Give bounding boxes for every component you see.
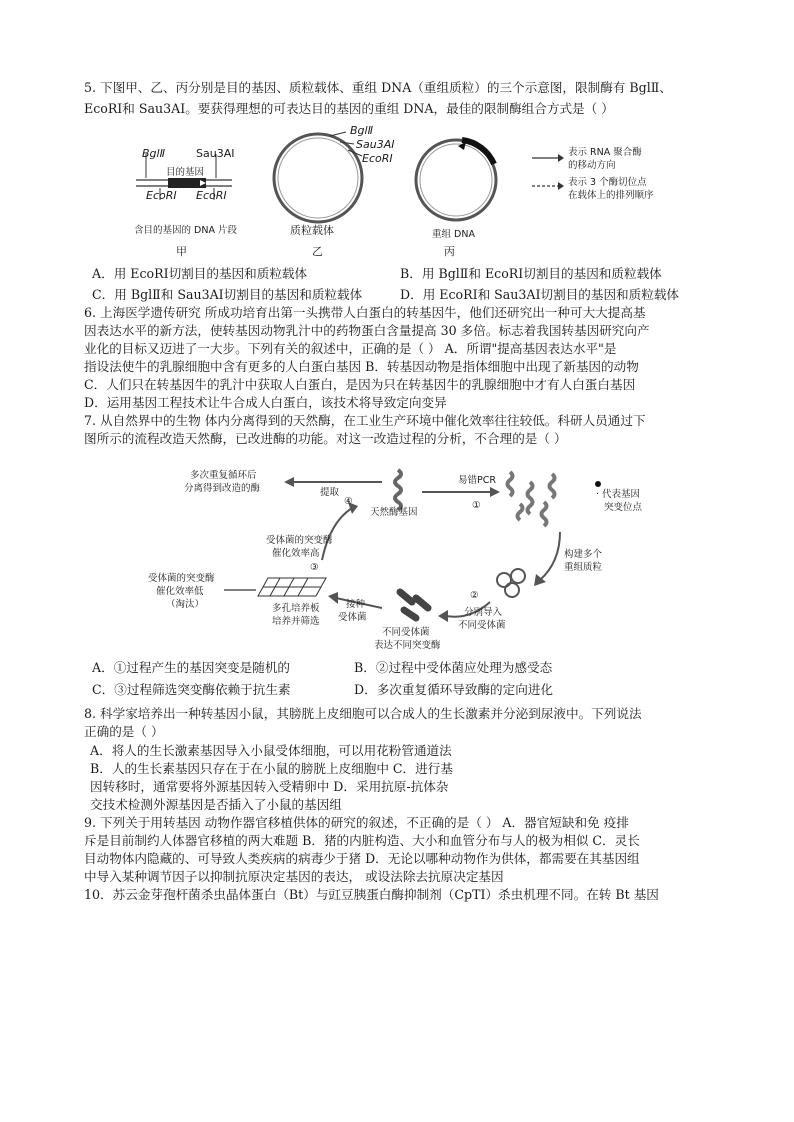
q7-low-line-3: （淘汰） <box>166 599 205 610</box>
bing-caption: 重组 DNA <box>432 229 475 240</box>
q9-line-2: 斥是目前制约人体器官移植的两大难题 B．猪的内脏构造、大小和血管分布与人的极为相似 C．灵长 <box>84 833 640 848</box>
q7-line-1: 7. 从自然界中的生物 体内分离得到的天然酶，在工业生产环境中催化效率往往较低。科研人员通过下 <box>84 413 646 428</box>
q7-split-line-2: 不同受体菌 <box>458 620 506 631</box>
q5-stem-line-2: EcoRⅠ和 Sau3AⅠ。要获得理想的可表达目的基因的重组 DNA，最佳的限制酶组合方式是（ ） <box>84 101 614 116</box>
q7-step1-label: ① <box>472 500 481 511</box>
multiwell-plate-icon <box>258 578 326 596</box>
q7-plate-line-1: 多孔培养板 <box>272 603 320 614</box>
dashed-arrow-icon <box>558 182 564 190</box>
jia-eco-left-label: EcoRⅠ <box>146 189 177 202</box>
yi-label: 乙 <box>312 245 323 258</box>
q8-line-6: 交技术检测外源基因是否插入了小鼠的基因组 <box>90 797 342 812</box>
jia-target-gene-label: 目的基因 <box>166 167 205 178</box>
q5-option-d: D．用 EcoRⅠ和 Sau3AⅠ切割目的基因和质粒载体 <box>400 287 680 302</box>
jia-eco-right-label: EcoRⅠ <box>196 189 227 202</box>
q7-natural-gene-label: 天然酶基因 <box>370 507 418 518</box>
q6-line-2: 因表达水平的新方法，使转基因动物乳汁中的药物蛋白含量提高 30 多倍。标志着我国转基因研究向产 <box>84 323 650 338</box>
q7-step4-label: ④ <box>344 496 353 507</box>
q7-inoc-line-1: 接种 <box>346 599 366 610</box>
q10-line-1: 10．苏云金芽孢杆菌杀虫晶体蛋白（Bt）与豇豆胰蛋白酶抑制剂（CpTI）杀虫机理不同。在转 Bt 基因 <box>84 887 659 902</box>
q9-line-3: 目动物体内隐藏的、可导致人类疾病的病毒少于猪 D．无论以哪种动物作为供体，都需要在其基因组 <box>84 851 640 866</box>
yi-bgl-label: BglⅡ <box>350 124 373 137</box>
yi-caption: 质粒载体 <box>290 224 334 237</box>
q6-line-3: 业化的目标又迈进了一大步。下列有关的叙述中，正确的是（ ） A．所谓"提高基因表达水平"是 <box>84 341 617 356</box>
q7-process-diagram <box>90 452 710 652</box>
q5-stem-line-1: 5. 下图甲、乙、丙分别是目的基因、质粒载体、重组 DNA（重组质粒）的三个示意图，限制酶有 BglⅡ、 <box>84 80 672 95</box>
q7-low-line-2: 催化效率低 <box>156 586 204 597</box>
q7-build-line-2: 重组质粒 <box>564 562 603 573</box>
q5-option-b: B．用 BglⅡ和 EcoRⅠ切割目的基因和质粒载体 <box>400 266 662 281</box>
mutated-genes-icon <box>508 472 555 526</box>
q9-line-1: 9. 下列关于用转基因 动物作器官移植供体的研究的叙述，不正确的是（ ） A．器官短缺和免 疫排 <box>84 815 629 830</box>
recombinant-dna-diagram <box>412 134 502 224</box>
legend-cut-sites-1: 表示 3 个酶切位点 <box>568 177 647 188</box>
q8-line-1: 8. 科学家培养出一种转基因小鼠，其膀胱上皮细胞可以合成人的生长激素并分泌到尿液中。下列说法 <box>84 706 642 721</box>
q7-mutation-line-2: 突变位点 <box>604 502 643 513</box>
q6-line-1: 6. 上海医学遗传研究 所成功培育出第一头携带人白蛋白的转基因牛，他们还研究出一种可大大提高基 <box>84 305 646 320</box>
q6-line-4: 指设法使牛的乳腺细胞中含有更多的人白蛋白基因 B．转基因动物是指体细胞中出现了新基因的动物 <box>84 359 639 374</box>
q7-high-line-1: 受体菌的突变酶 <box>266 535 333 546</box>
q7-high-line-2: 催化效率高 <box>272 548 320 559</box>
q5-option-a: A．用 EcoRⅠ切割目的基因和质粒载体 <box>92 266 308 281</box>
q8-line-4: B．人的生长素基因只存在于在小鼠的膀胱上皮细胞中 C．进行基 <box>90 761 453 776</box>
q7-low-line-1: 受体菌的突变酶 <box>148 573 215 584</box>
q7-inoc-line-2: 受体菌 <box>338 612 367 623</box>
jia-label: 甲 <box>176 245 187 258</box>
q7-split-line-1: 分别导入 <box>464 607 503 618</box>
q7-build-line-1: 构建多个 <box>564 549 603 560</box>
legend-rna-polymerase-2: 的移动方向 <box>568 160 616 171</box>
jia-caption: 含目的基因的 DNA 片段 <box>134 225 237 236</box>
jia-sau-label: Sau3AⅠ <box>196 147 235 160</box>
q7-extract-label: 提取 <box>320 487 340 498</box>
q5-option-c: C．用 BglⅡ和 Sau3AⅠ切割目的基因和质粒载体 <box>92 287 363 302</box>
q5-figure-bing <box>412 134 502 224</box>
q8-line-5: 因转移时，通常要将外源基因转入受精卵中 D．采用抗原-抗体杂 <box>90 779 449 794</box>
bing-label: 丙 <box>444 245 455 258</box>
q7-repeat-line-1: 多次重复循环后 <box>190 470 257 481</box>
q7-mutation-line-1: · 代表基因 <box>596 489 641 500</box>
legend-rna-polymerase-1: 表示 RNA 聚合酶 <box>568 147 642 158</box>
q7-step2-label: ② <box>470 590 479 601</box>
q7-option-a: A．①过程产生的基因突变是随机的 <box>92 660 291 675</box>
jia-bgl-label: BglⅡ <box>142 147 165 160</box>
yi-sau-label: Sau3AⅠ <box>356 138 395 151</box>
q9-line-4: 中导入某种调节因子以抑制抗原决定基因的表达， 或设法除去抗原决定基因 <box>84 869 504 884</box>
q8-line-3: A．将人的生长激素基因导入小鼠受体细胞，可以用花粉管通道法 <box>90 743 452 758</box>
q6-line-6: D．运用基因工程技术让牛合成人白蛋白，该技术将导致定向变异 <box>84 395 447 410</box>
solid-arrow-icon <box>558 154 564 162</box>
q5-legend-arrows <box>530 150 566 200</box>
q6-line-5: C．人们只在转基因牛的乳汁中获取人白蛋白，是因为只在转基因牛的乳腺细胞中才有人白蛋白基因 <box>84 377 636 392</box>
q7-step3-label: ③ <box>310 562 319 573</box>
q7-diff-line-1: 不同受体菌 <box>382 627 430 638</box>
q7-diff-line-2: 表达不同突变酶 <box>374 640 441 651</box>
q7-option-c: C．③过程筛选突变酶依赖于抗生素 <box>92 682 291 697</box>
legend-cut-sites-2: 在载体上的排列顺序 <box>568 190 654 201</box>
q7-line-2: 图所示的流程改造天然酶，已改进酶的功能。对这一改造过程的分析，不合理的是（ ） <box>84 431 567 446</box>
q7-option-d: D．多次重复循环导致酶的定向进化 <box>354 682 554 697</box>
bacteria-icon <box>400 592 428 618</box>
recombinant-plasmids-icon <box>497 569 525 597</box>
yi-eco-label: EcoRⅠ <box>362 152 393 165</box>
q7-pcr-label: 易错PCR <box>458 475 496 486</box>
q8-line-2: 正确的是（ ） <box>84 724 164 739</box>
q7-repeat-line-2: 分离得到改造的酶 <box>184 483 261 494</box>
q7-option-b: B．②过程中受体菌应处理为感受态 <box>354 660 553 675</box>
q7-plate-line-2: 培养并筛选 <box>272 616 320 627</box>
